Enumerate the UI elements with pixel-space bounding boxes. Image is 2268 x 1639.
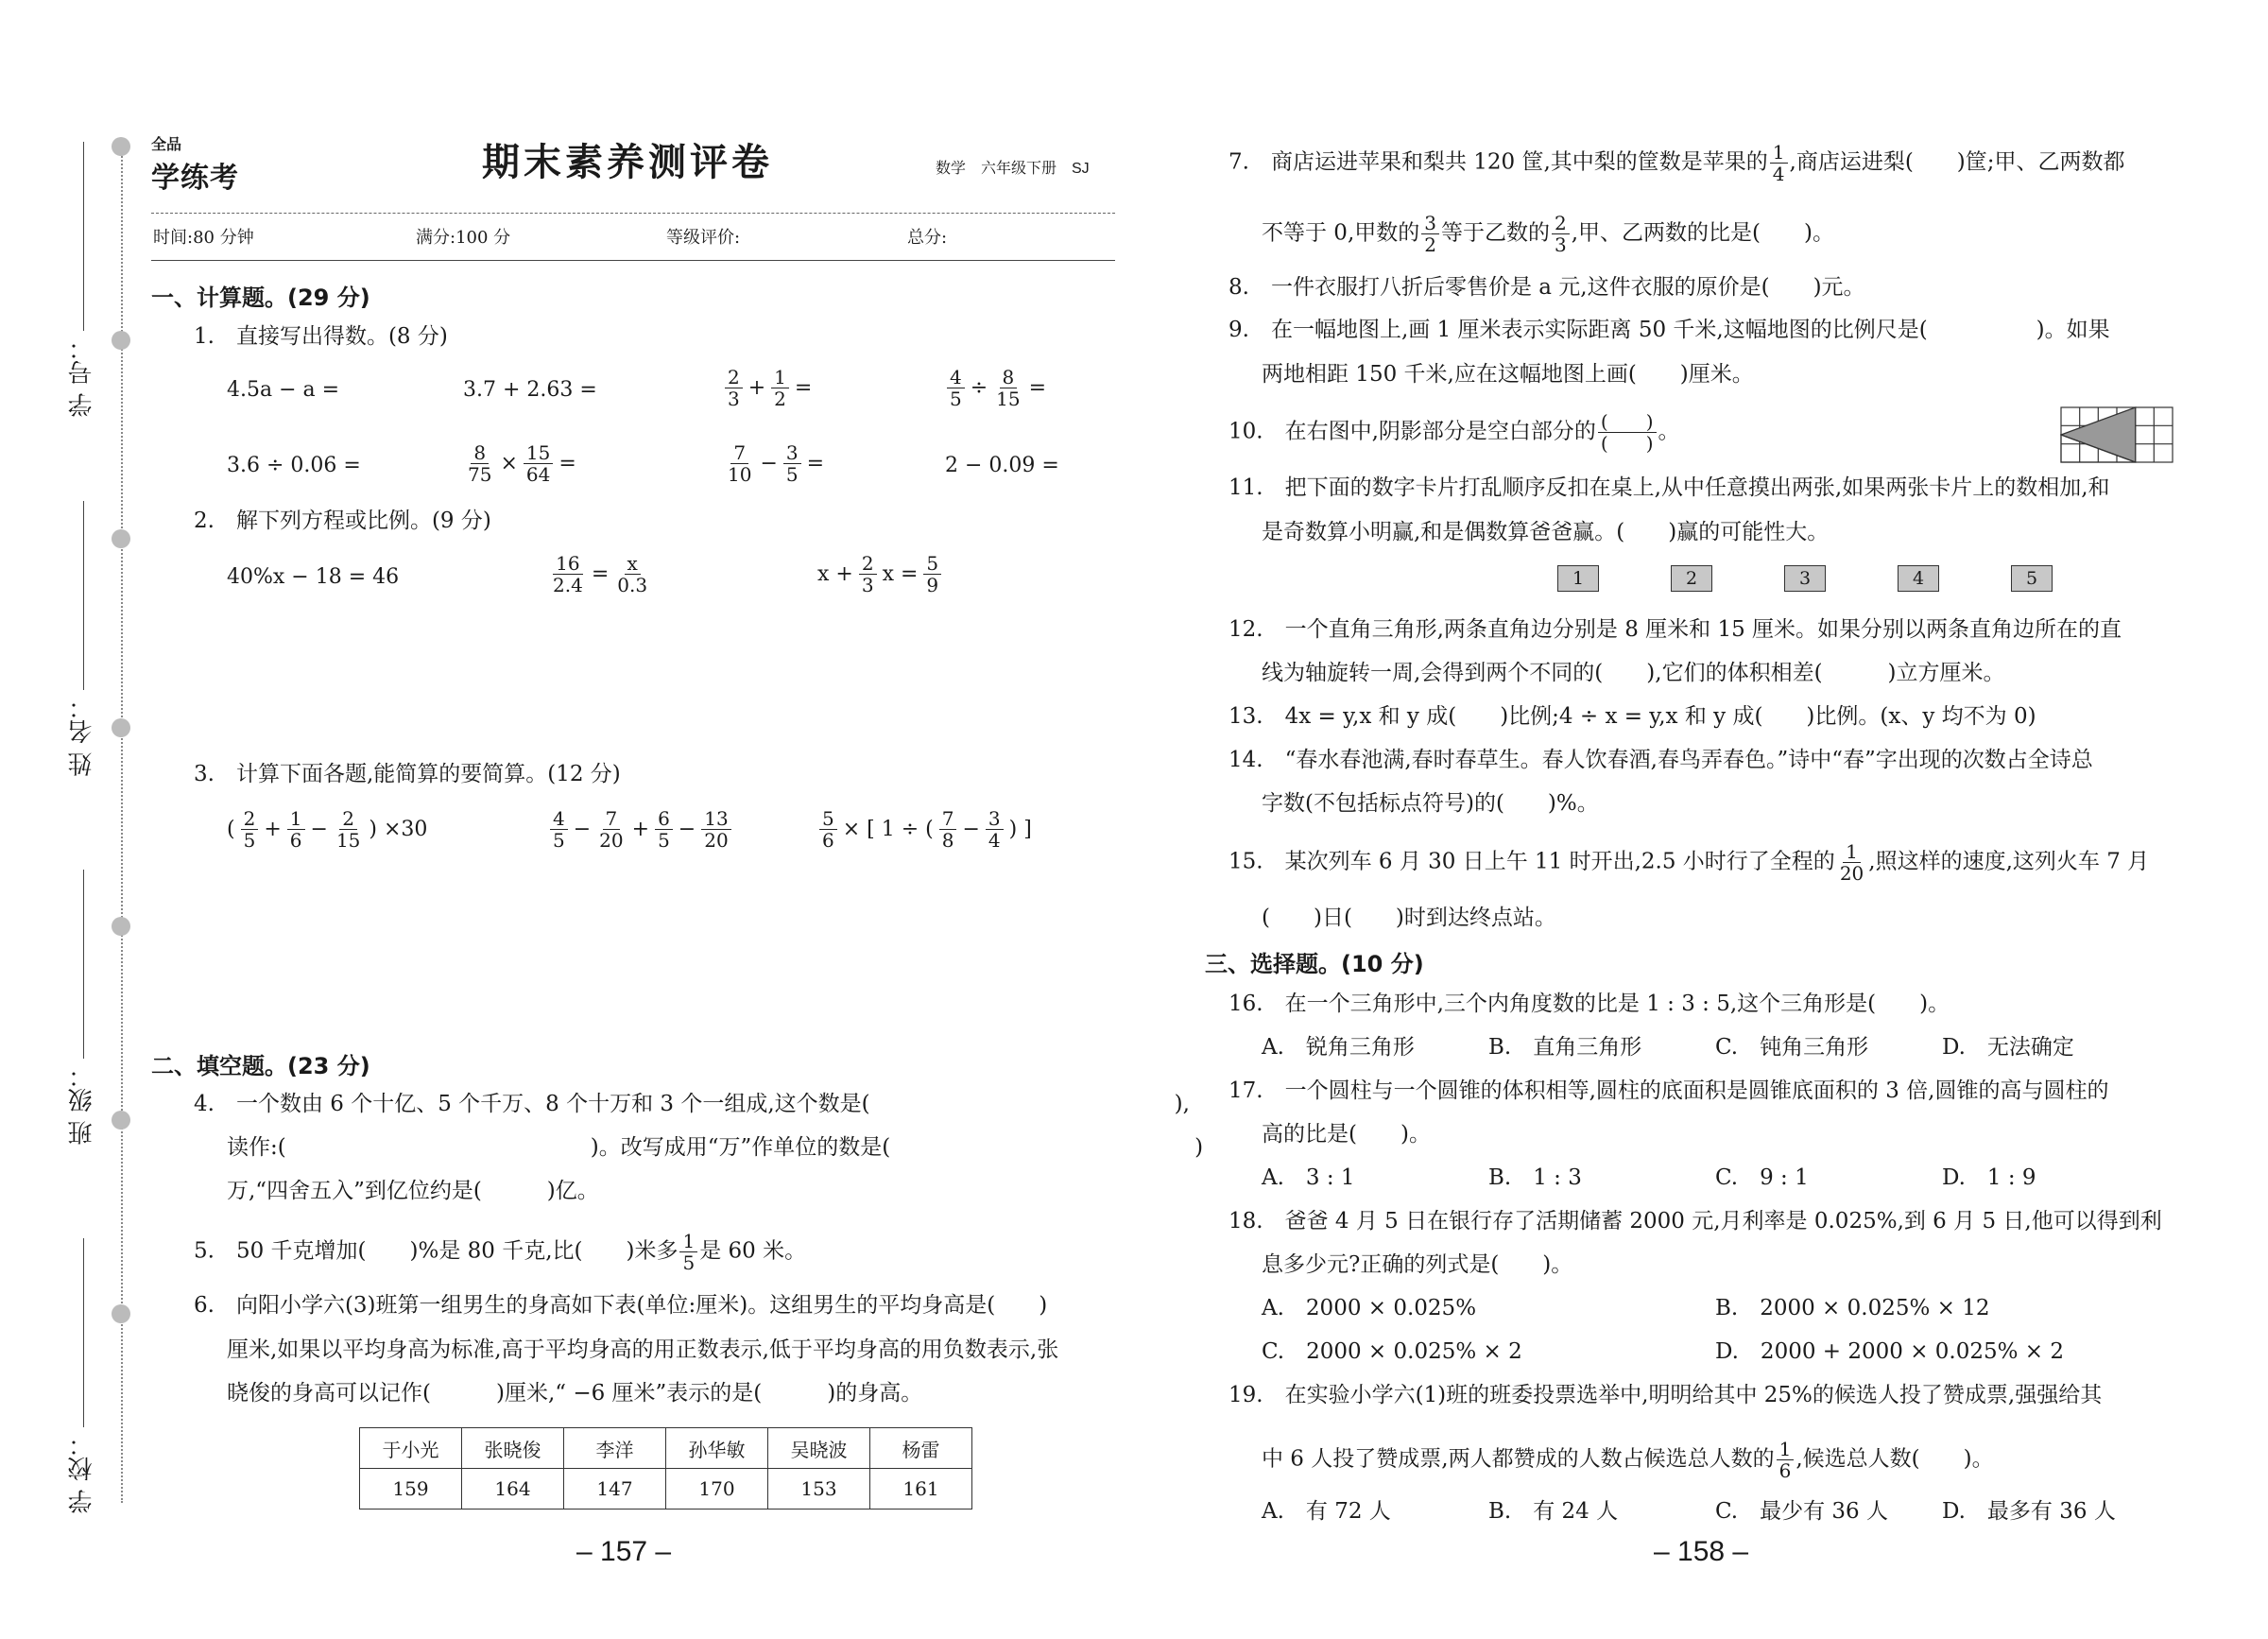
table-cell: 170 [666, 1469, 768, 1510]
table-cell: 147 [564, 1469, 666, 1510]
q5: 5. 50 千克增加( )%是 80 千克,比( )米多 $\frac{1}{5}$ 是 60 米。 [194, 1230, 807, 1274]
table-cell: 于小光 [360, 1428, 462, 1469]
q2-item-b: $\frac{16}{2.4}$ = $\frac{x}{0.3}$ [553, 552, 648, 596]
q1-item-e: 3.6 ÷ 0.06 = [227, 454, 361, 477]
score-label: 满分:100 分 [416, 228, 511, 248]
header-rule-bottom [151, 260, 1115, 261]
binding-hole [112, 1111, 130, 1130]
q7-line-1: 7. 商店运进苹果和梨共 120 筐,其中梨的筐数是苹果的 $\frac{1}{4}$ ,商店运进梨( )筐;甲、乙两数都 [1228, 141, 2125, 185]
q16-option-b: B. 直角三角形 [1488, 1035, 1642, 1060]
table-row [360, 1469, 972, 1510]
q6-line-1: 6. 向阳小学六(3)班第一组男生的身高如下表(单位:厘米)。这组男生的平均身高是( ) [194, 1293, 1048, 1318]
section-3-title: 三、选择题。(10 分) [1205, 951, 1424, 977]
section-1-title: 一、计算题。(29 分) [151, 285, 370, 311]
q6-line-3: 晓俊的身高可以记作( )厘米,“ −6 厘米”表示的是( )的身高。 [227, 1381, 923, 1406]
q2-title: 2. 解下列方程或比例。(9 分) [194, 509, 491, 533]
q15-line-1: 15. 某次列车 6 月 30 日上午 11 时开出,2.5 小时行了全程的 $\frac{1}{20}$ ,照这样的速度,这列火车 7 月 [1228, 840, 2150, 885]
q9-line-1: 9. 在一幅地图上,画 1 厘米表示实际距离 50 千米,这幅地图的比例尺是( )。如果 [1228, 318, 2110, 342]
total-label: 总分: [907, 228, 948, 248]
q3-item-c: $\frac{5}{6}$ × [ 1 ÷ ( $\frac{7}{8}$ − $\frac{3}{4}$ ) ] [817, 808, 1032, 851]
number-card: 5 [2011, 565, 2053, 592]
table-row [360, 1428, 972, 1469]
q10: 10. 在右图中,阴影部分是空白部分的 $\frac{( )}{( )}$ 。 [1228, 410, 1680, 455]
q19-option-b: B. 有 24 人 [1488, 1499, 1619, 1524]
q18-line-2: 息多少元?正确的列式是( )。 [1262, 1252, 1573, 1277]
logo [151, 132, 239, 196]
binding-hole [112, 137, 130, 156]
q16: 16. 在一个三角形中,三个内角度数的比是 1 : 3 : 5,这个三角形是( )。 [1228, 992, 1950, 1016]
logo-main-text: 学练考 [151, 163, 239, 194]
q18-option-a: A. 2000 × 0.025% [1262, 1296, 1477, 1320]
q18-line-1: 18. 爸爸 4 月 5 日在银行存了活期储蓄 2000 元,月利率是 0.025%,到 6 月 5 日,他可以得到利 [1228, 1209, 2162, 1234]
number-cards [1521, 565, 2088, 592]
table-cell: 161 [870, 1469, 972, 1510]
page-number-right: – 158 – [1654, 1536, 1749, 1567]
number-card: 2 [1671, 565, 1712, 592]
q18-option-b: B. 2000 × 0.025% × 12 [1715, 1296, 1990, 1320]
q1-item-b: 3.7 + 2.63 = [463, 378, 597, 402]
q12-line-1: 12. 一个直角三角形,两条直角边分别是 8 厘米和 15 厘米。如果分别以两条直角边所在的直 [1228, 617, 2122, 642]
right-page [1205, 0, 2192, 1639]
header-rule [151, 213, 1115, 214]
q2-item-a: 40%x − 18 = 46 [227, 565, 400, 589]
q3-item-b: $\frac{4}{5}$ − $\frac{7}{20}$ + $\frac{6}{5}$ − $\frac{13}{20}$ [548, 808, 733, 851]
q6-line-2: 厘米,如果以平均身高为标准,高于平均身高的用正数表示,低于平均身高的用负数表示,张 [227, 1337, 1059, 1362]
q1-item-d: $\frac{4}{5}$ ÷ $\frac{8}{15}$ = [945, 367, 1046, 409]
q19-line-1: 19. 在实验小学六(1)班的班委投票选举中,明明给其中 25%的候选人投了赞成票,强强给其 [1228, 1383, 2103, 1407]
q11-line-1: 11. 把下面的数字卡片打乱顺序反扣在桌上,从中任意摸出两张,如果两张卡片上的数相加,和 [1228, 475, 2110, 500]
height-table [359, 1427, 972, 1510]
q17-line-2: 高的比是( )。 [1262, 1122, 1431, 1147]
page-number-left: – 157 – [576, 1536, 672, 1567]
q1-item-f: $\frac{8}{75}$ × $\frac{15}{64}$ = [468, 441, 576, 486]
q4-line-3: 万,“四舍五入”到亿位约是( )亿。 [227, 1179, 599, 1203]
school-line [83, 1238, 84, 1427]
binding-hole [112, 1304, 130, 1323]
number-card: 4 [1898, 565, 1939, 592]
exam-title: 期末素养测评卷 [482, 140, 773, 184]
q16-option-a: A. 锐角三角形 [1262, 1035, 1415, 1060]
q19-option-a: A. 有 72 人 [1262, 1499, 1391, 1524]
q8: 8. 一件衣服打八折后零售价是 a 元,这件衣服的原价是( )元。 [1228, 275, 1865, 300]
q1-item-g: $\frac{7}{10}$ − $\frac{3}{5}$ = [728, 441, 825, 486]
q1-title: 1. 直接写出得数。(8 分) [194, 324, 448, 349]
q17-option-d: D. 1 : 9 [1942, 1165, 2036, 1190]
q17-option-a: A. 3 : 1 [1262, 1165, 1355, 1190]
q2-item-c: x + $\frac{2}{3}$ x = $\frac{5}{9}$ [817, 553, 943, 595]
q16-option-d: D. 无法确定 [1942, 1035, 2074, 1060]
q19-option-c: C. 最少有 36 人 [1715, 1499, 1888, 1524]
q14-line-1: 14. “春水春池满,春时春草生。春人饮春酒,春鸟弄春色。”诗中“春”字出现的次数占全诗总 [1228, 748, 2093, 772]
table-cell: 159 [360, 1469, 462, 1510]
table-cell: 吴晓波 [768, 1428, 870, 1469]
q3-title: 3. 计算下面各题,能简算的要简算。(12 分) [194, 762, 621, 786]
q1-item-c: $\frac{2}{3}$ + $\frac{1}{2}$ = [723, 367, 812, 409]
name-label: 姓 名： [68, 695, 96, 777]
number-card: 3 [1784, 565, 1826, 592]
q17-line-1: 17. 一个圆柱与一个圆锥的体积相等,圆柱的底面积是圆锥底面积的 3 倍,圆锥的高与圆柱的 [1228, 1078, 2109, 1103]
table-cell: 李洋 [564, 1428, 666, 1469]
class-label: 班 级： [68, 1063, 96, 1146]
q12-line-2: 线为轴旋转一周,会得到两个不同的( ),它们的体积相差( )立方厘米。 [1262, 661, 2005, 685]
q4-line-1: 4. 一个数由 6 个十亿、5 个千万、8 个十万和 3 个一组成,这个数是( ), [194, 1092, 1190, 1116]
grade-label: 等级评价: [666, 228, 741, 248]
q17-option-b: B. 1 : 3 [1488, 1165, 1582, 1190]
time-label: 时间:80 分钟 [153, 228, 254, 248]
q1-item-h: 2 − 0.09 = [945, 454, 1059, 477]
school-label: 学 校： [68, 1432, 96, 1514]
name-line [83, 501, 84, 690]
section-2-title: 二、填空题。(23 分) [151, 1053, 370, 1079]
binding-hole [112, 718, 130, 737]
class-line [83, 870, 84, 1059]
table-cell: 孙华敏 [666, 1428, 768, 1469]
binding-hole [112, 331, 130, 350]
q16-option-c: C. 钝角三角形 [1715, 1035, 1869, 1060]
q3-item-a: ( $\frac{2}{5}$ + $\frac{1}{6}$ − $\frac{2}{15}$ ) ×30 [227, 807, 428, 852]
q10-grid-figure [2060, 406, 2174, 463]
subject-info: 数学 六年级下册 SJ [936, 161, 1090, 177]
q9-line-2: 两地相距 150 千米,应在这幅地图上画( )厘米。 [1262, 362, 1754, 387]
q7-line-2: 不等于 0,甲数的 $\frac{3}{2}$ 等于乙数的 $\frac{2}{3}$ ,甲、乙两数的比是( )。 [1262, 212, 1834, 256]
q18-option-d: D. 2000 + 2000 × 0.025% × 2 [1715, 1339, 2065, 1364]
binding-hole [112, 529, 130, 548]
q14-line-2: 字数(不包括标点符号)的( )%。 [1262, 791, 1599, 816]
logo-top-text: 全品 [151, 137, 182, 153]
q4-line-2: 读作:( )。改写成用“万”作单位的数是( ) [227, 1135, 1204, 1160]
number-card: 1 [1557, 565, 1599, 592]
q17-option-c: C. 9 : 1 [1715, 1165, 1809, 1190]
table-cell: 杨雷 [870, 1428, 972, 1469]
q11-line-2: 是奇数算小明赢,和是偶数算爸爸赢。( )赢的可能性大。 [1262, 520, 1830, 544]
left-page [142, 0, 1204, 1639]
table-cell: 张晓俊 [462, 1428, 564, 1469]
student-id-line [83, 142, 84, 331]
table-cell: 164 [462, 1469, 564, 1510]
q1-item-a: 4.5a − a = [227, 378, 340, 402]
q13: 13. 4x = y,x 和 y 成( )比例;4 ÷ x = y,x 和 y 成( )比例。(x、y 均不为 0) [1228, 704, 2036, 729]
q19-line-2: 中 6 人投了赞成票,两人都赞成的人数占候选总人数的 $\frac{1}{6}$ ,候选总人数( )。 [1262, 1438, 1994, 1482]
q18-option-c: C. 2000 × 0.025% × 2 [1262, 1339, 1522, 1364]
q15-line-2: ( )日( )时到达终点站。 [1262, 906, 1556, 930]
table-cell: 153 [768, 1469, 870, 1510]
q19-option-d: D. 最多有 36 人 [1942, 1499, 2116, 1524]
student-id-label: 学 号： [68, 336, 96, 418]
binding-hole [112, 917, 130, 936]
